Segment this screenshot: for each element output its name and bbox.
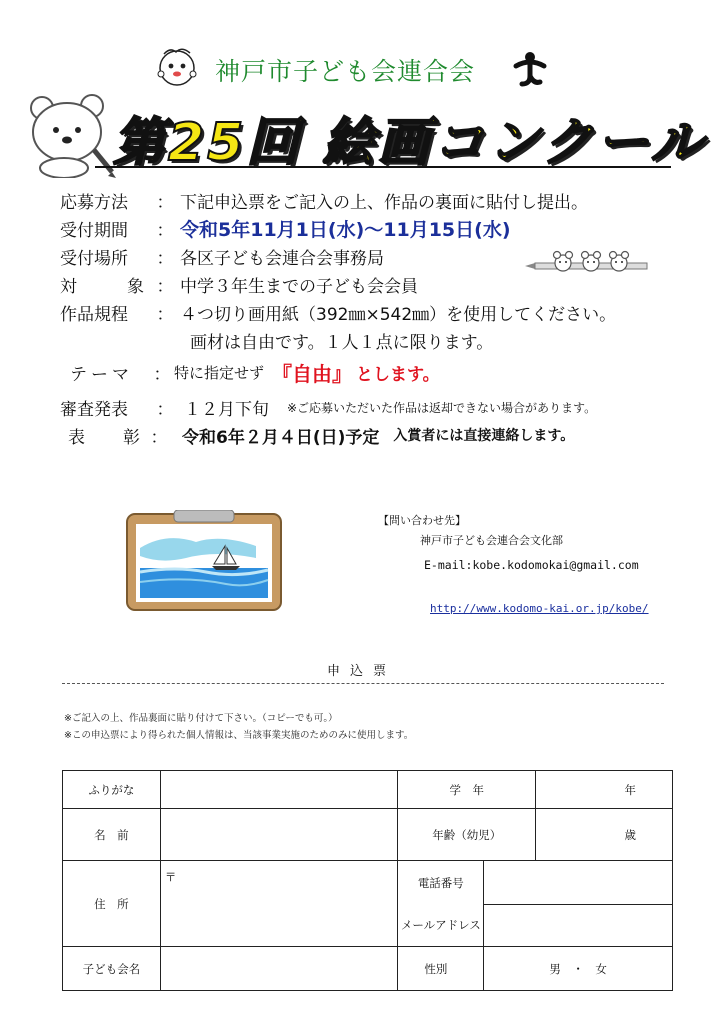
colon: ： [156, 304, 174, 325]
address-field[interactable] [160, 861, 398, 947]
form-note-1: ※ご記入の上、作品裏面に貼り付けて下さい。（コピーでも可。） [64, 713, 338, 724]
phone-label: 電話番号 [398, 861, 484, 905]
contact-email: E-mail:kobe.kodomokai@gmail.com [424, 558, 639, 572]
contact-url-link[interactable]: http://www.kodomo-kai.or.jp/kobe/ [430, 602, 649, 615]
postal-mark: 〒 [164, 870, 177, 884]
rules-label: 作品規程 [60, 304, 128, 325]
place-label: 受付場所 [60, 248, 128, 269]
judging-note: ※ご応募いただいた作品は返却できない場合があります。 [287, 400, 597, 415]
colon: ： [156, 248, 174, 269]
gender-label: 性別 [398, 947, 484, 991]
award-label-1: 表 [68, 427, 85, 448]
application-form-table [62, 770, 673, 991]
colon: ： [156, 276, 174, 297]
info-row-method [60, 186, 588, 214]
colon: ： [153, 364, 171, 385]
organization-name: 神戸市子ども会連合会 [215, 57, 476, 86]
furigana-label: ふりがな [63, 771, 161, 809]
group-field[interactable] [160, 947, 398, 991]
colon: ： [150, 427, 168, 448]
theme-prefix: 特に指定せず [174, 363, 265, 382]
judging-label: 審査発表 [60, 399, 128, 420]
grade-field[interactable]: 年 [536, 771, 673, 809]
info-row-award [68, 421, 574, 449]
contact-department: 神戸市子ども会連合会文化部 [420, 534, 563, 547]
form-row-group [63, 947, 673, 991]
rules-value-1: ４つ切り画用紙（392㎜×542㎜）を使用してください。 [180, 304, 617, 325]
info-row-judging [60, 393, 596, 421]
organization-emblem-icon [510, 48, 550, 88]
group-label: 子ども会名 [63, 947, 161, 991]
period-label: 受付期間 [60, 220, 128, 241]
contact-heading: 【問い合わせ先】 [378, 514, 466, 527]
phone-field[interactable] [484, 861, 673, 905]
address-label: 住 所 [63, 861, 161, 947]
title-underline [95, 166, 671, 168]
email-label: メールアドレス [398, 905, 484, 947]
info-row-period [60, 214, 511, 242]
email-field[interactable] [484, 905, 673, 947]
furigana-field[interactable] [160, 771, 398, 809]
age-label: 年齢（幼児） [398, 809, 536, 861]
mice-pencil-illustration [525, 246, 650, 280]
info-row-target [60, 270, 418, 298]
form-title: 申込票 [326, 664, 396, 679]
cut-line [62, 683, 664, 684]
judging-value: １２月下旬 [184, 399, 269, 420]
method-label: 応募方法 [60, 192, 128, 213]
info-row-rules [60, 298, 616, 326]
award-value: 令和6年２月４日(日)予定 [182, 427, 380, 448]
info-row-rules-cont [190, 326, 493, 354]
name-label: 名 前 [63, 809, 161, 861]
grade-label: 学 年 [398, 771, 536, 809]
gender-options[interactable]: 男 ・ 女 [484, 947, 673, 991]
theme-suffix: とします。 [356, 364, 440, 385]
rules-value-2: 画材は自由です。１人１点に限ります。 [190, 332, 494, 353]
info-row-theme [70, 358, 440, 386]
info-row-place [60, 242, 384, 270]
form-row-furigana [63, 771, 673, 809]
award-note: 入賞者には直接連絡します。 [393, 428, 575, 444]
award-label-2: 彰 [123, 427, 140, 448]
target-label-1: 対 [60, 276, 77, 297]
colon: ： [156, 192, 174, 213]
form-row-address-phone [63, 861, 673, 905]
name-field[interactable] [160, 809, 398, 861]
form-note-2: ※この申込票により得られた個人情報は、当該事業実施のためのみに使用します。 [64, 730, 414, 741]
theme-highlight: 『自由』 [272, 361, 353, 386]
contest-title: 第25回 絵画コンクール [113, 113, 706, 173]
form-row-name [63, 809, 673, 861]
mascot-logo [152, 44, 202, 88]
place-value: 各区子ども会連合会事務局 [180, 248, 384, 269]
target-label-2: 象 [127, 276, 144, 297]
method-value: 下記申込票をご記入の上、作品の裏面に貼付し提出。 [180, 192, 588, 213]
period-value: 令和5年11月1日(水)～11月15日(水) [180, 218, 511, 241]
age-field[interactable]: 歳 [536, 809, 673, 861]
target-value: 中学３年生までの子ども会会員 [180, 276, 418, 297]
clipboard-painting-illustration [126, 510, 282, 612]
colon: ： [156, 220, 174, 241]
theme-label: テーマ [70, 364, 133, 385]
colon: ： [156, 399, 174, 420]
